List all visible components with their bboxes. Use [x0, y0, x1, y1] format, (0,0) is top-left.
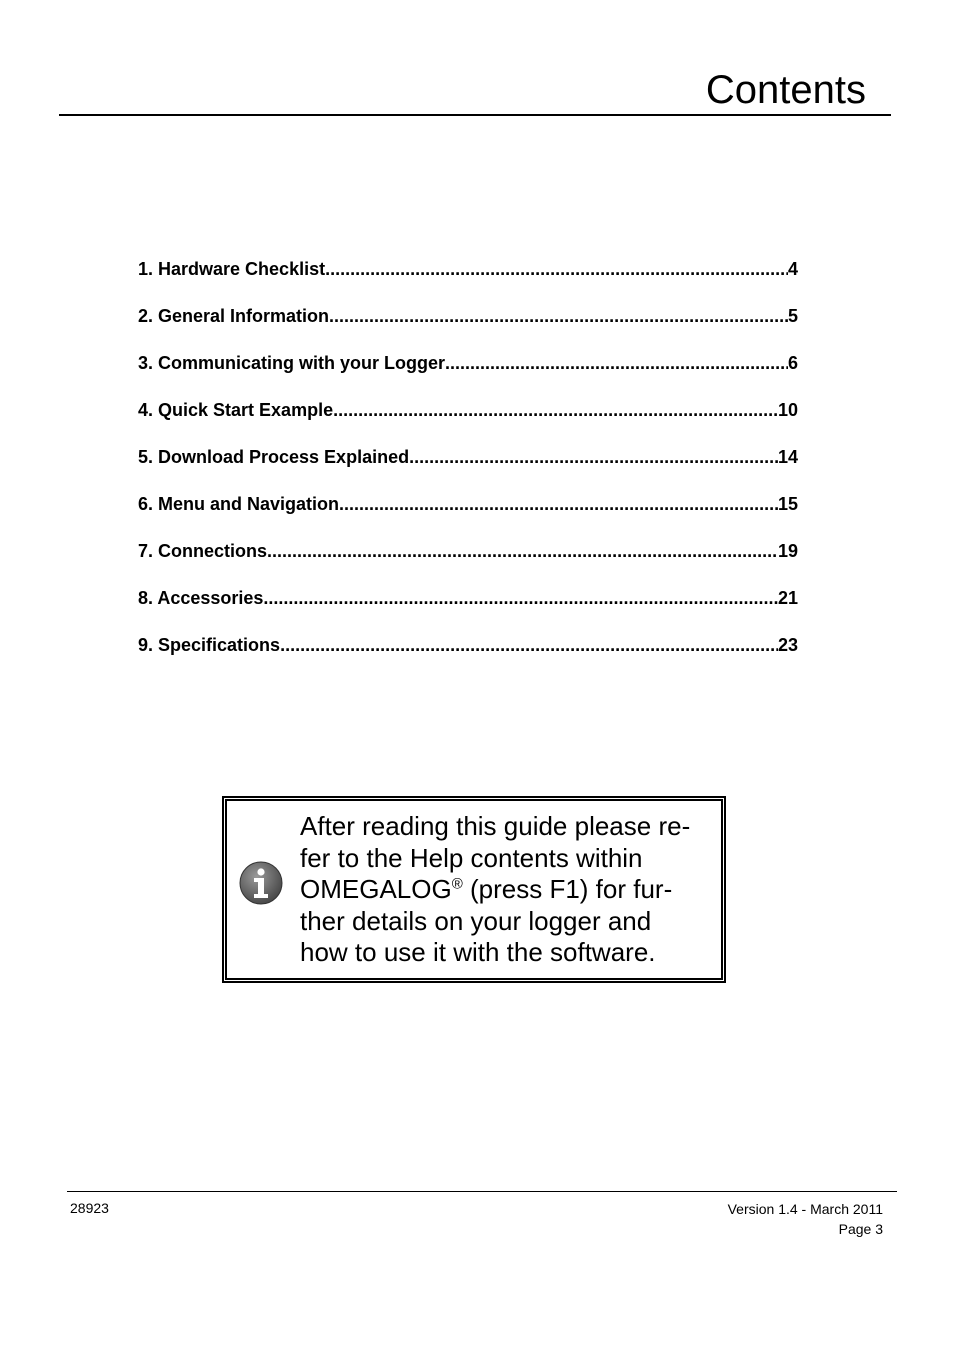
toc-entry[interactable] [138, 632, 798, 679]
toc-entry[interactable] [138, 303, 798, 350]
toc-entry-page: 10 [777, 400, 798, 420]
toc-entry-page: 5 [787, 306, 798, 326]
toc-entry-page: 6 [787, 353, 798, 373]
toc-leader-dots [280, 632, 778, 658]
toc-entry-page: 14 [777, 447, 798, 467]
page-title: Contents [705, 68, 866, 112]
page-number: Page 3 [838, 1221, 883, 1237]
toc-leader-dots [267, 538, 778, 564]
toc-entry-label: 6. Menu and Navigation [138, 494, 340, 514]
toc-entry-label: 5. Download Process Explained [138, 447, 410, 467]
help-info-box [222, 796, 726, 983]
toc-leader-dots [339, 491, 778, 517]
toc-leader-dots [445, 350, 788, 376]
toc-entry[interactable] [138, 585, 798, 632]
info-line-rest: (press F1) for fur- [462, 874, 673, 904]
footer-version-block [728, 1199, 883, 1239]
toc-entry-page: 23 [777, 635, 798, 655]
toc-leader-dots [409, 444, 778, 470]
info-icon [239, 861, 283, 905]
footer-divider [67, 1191, 897, 1192]
info-line: fer to the Help contents within [300, 842, 643, 873]
toc-entry[interactable] [138, 397, 798, 444]
toc-entry-page: 4 [787, 259, 798, 279]
info-line [300, 874, 720, 906]
toc-entry-page: 19 [777, 541, 798, 561]
info-line: ther details on your logger and [300, 905, 652, 936]
toc-leader-dots [333, 397, 778, 423]
table-of-contents [138, 256, 798, 679]
toc-leader-dots [325, 256, 788, 282]
help-info-text [300, 811, 720, 969]
toc-entry[interactable] [138, 350, 798, 397]
toc-entry-page: 21 [777, 588, 798, 608]
toc-entry-page: 15 [777, 494, 798, 514]
info-line: After reading this guide please re- [300, 811, 691, 841]
toc-entry[interactable] [138, 444, 798, 491]
toc-leader-dots [263, 585, 778, 611]
toc-entry[interactable] [138, 491, 798, 538]
software-brand: OMEGALOG [300, 874, 452, 904]
document-number: 28923 [70, 1200, 109, 1216]
toc-entry-label: 2. General Information [138, 306, 330, 326]
toc-entry[interactable] [138, 538, 798, 585]
toc-entry-label: 3. Communicating with your Logger [138, 353, 446, 373]
toc-leader-dots [329, 303, 788, 329]
toc-entry-label: 4. Quick Start Example [138, 400, 334, 420]
title-divider [59, 114, 891, 116]
toc-entry-label: 1. Hardware Checklist [138, 259, 326, 279]
toc-entry-label: 7. Connections [138, 541, 268, 561]
toc-entry[interactable] [138, 256, 798, 303]
version-text: Version 1.4 - March 2011 [727, 1201, 883, 1217]
toc-entry-label: 9. Specifications [138, 635, 281, 655]
toc-entry-label: 8. Accessories [138, 588, 264, 608]
info-line: how to use it with the software. [300, 937, 656, 967]
registered-mark: ® [451, 875, 463, 893]
